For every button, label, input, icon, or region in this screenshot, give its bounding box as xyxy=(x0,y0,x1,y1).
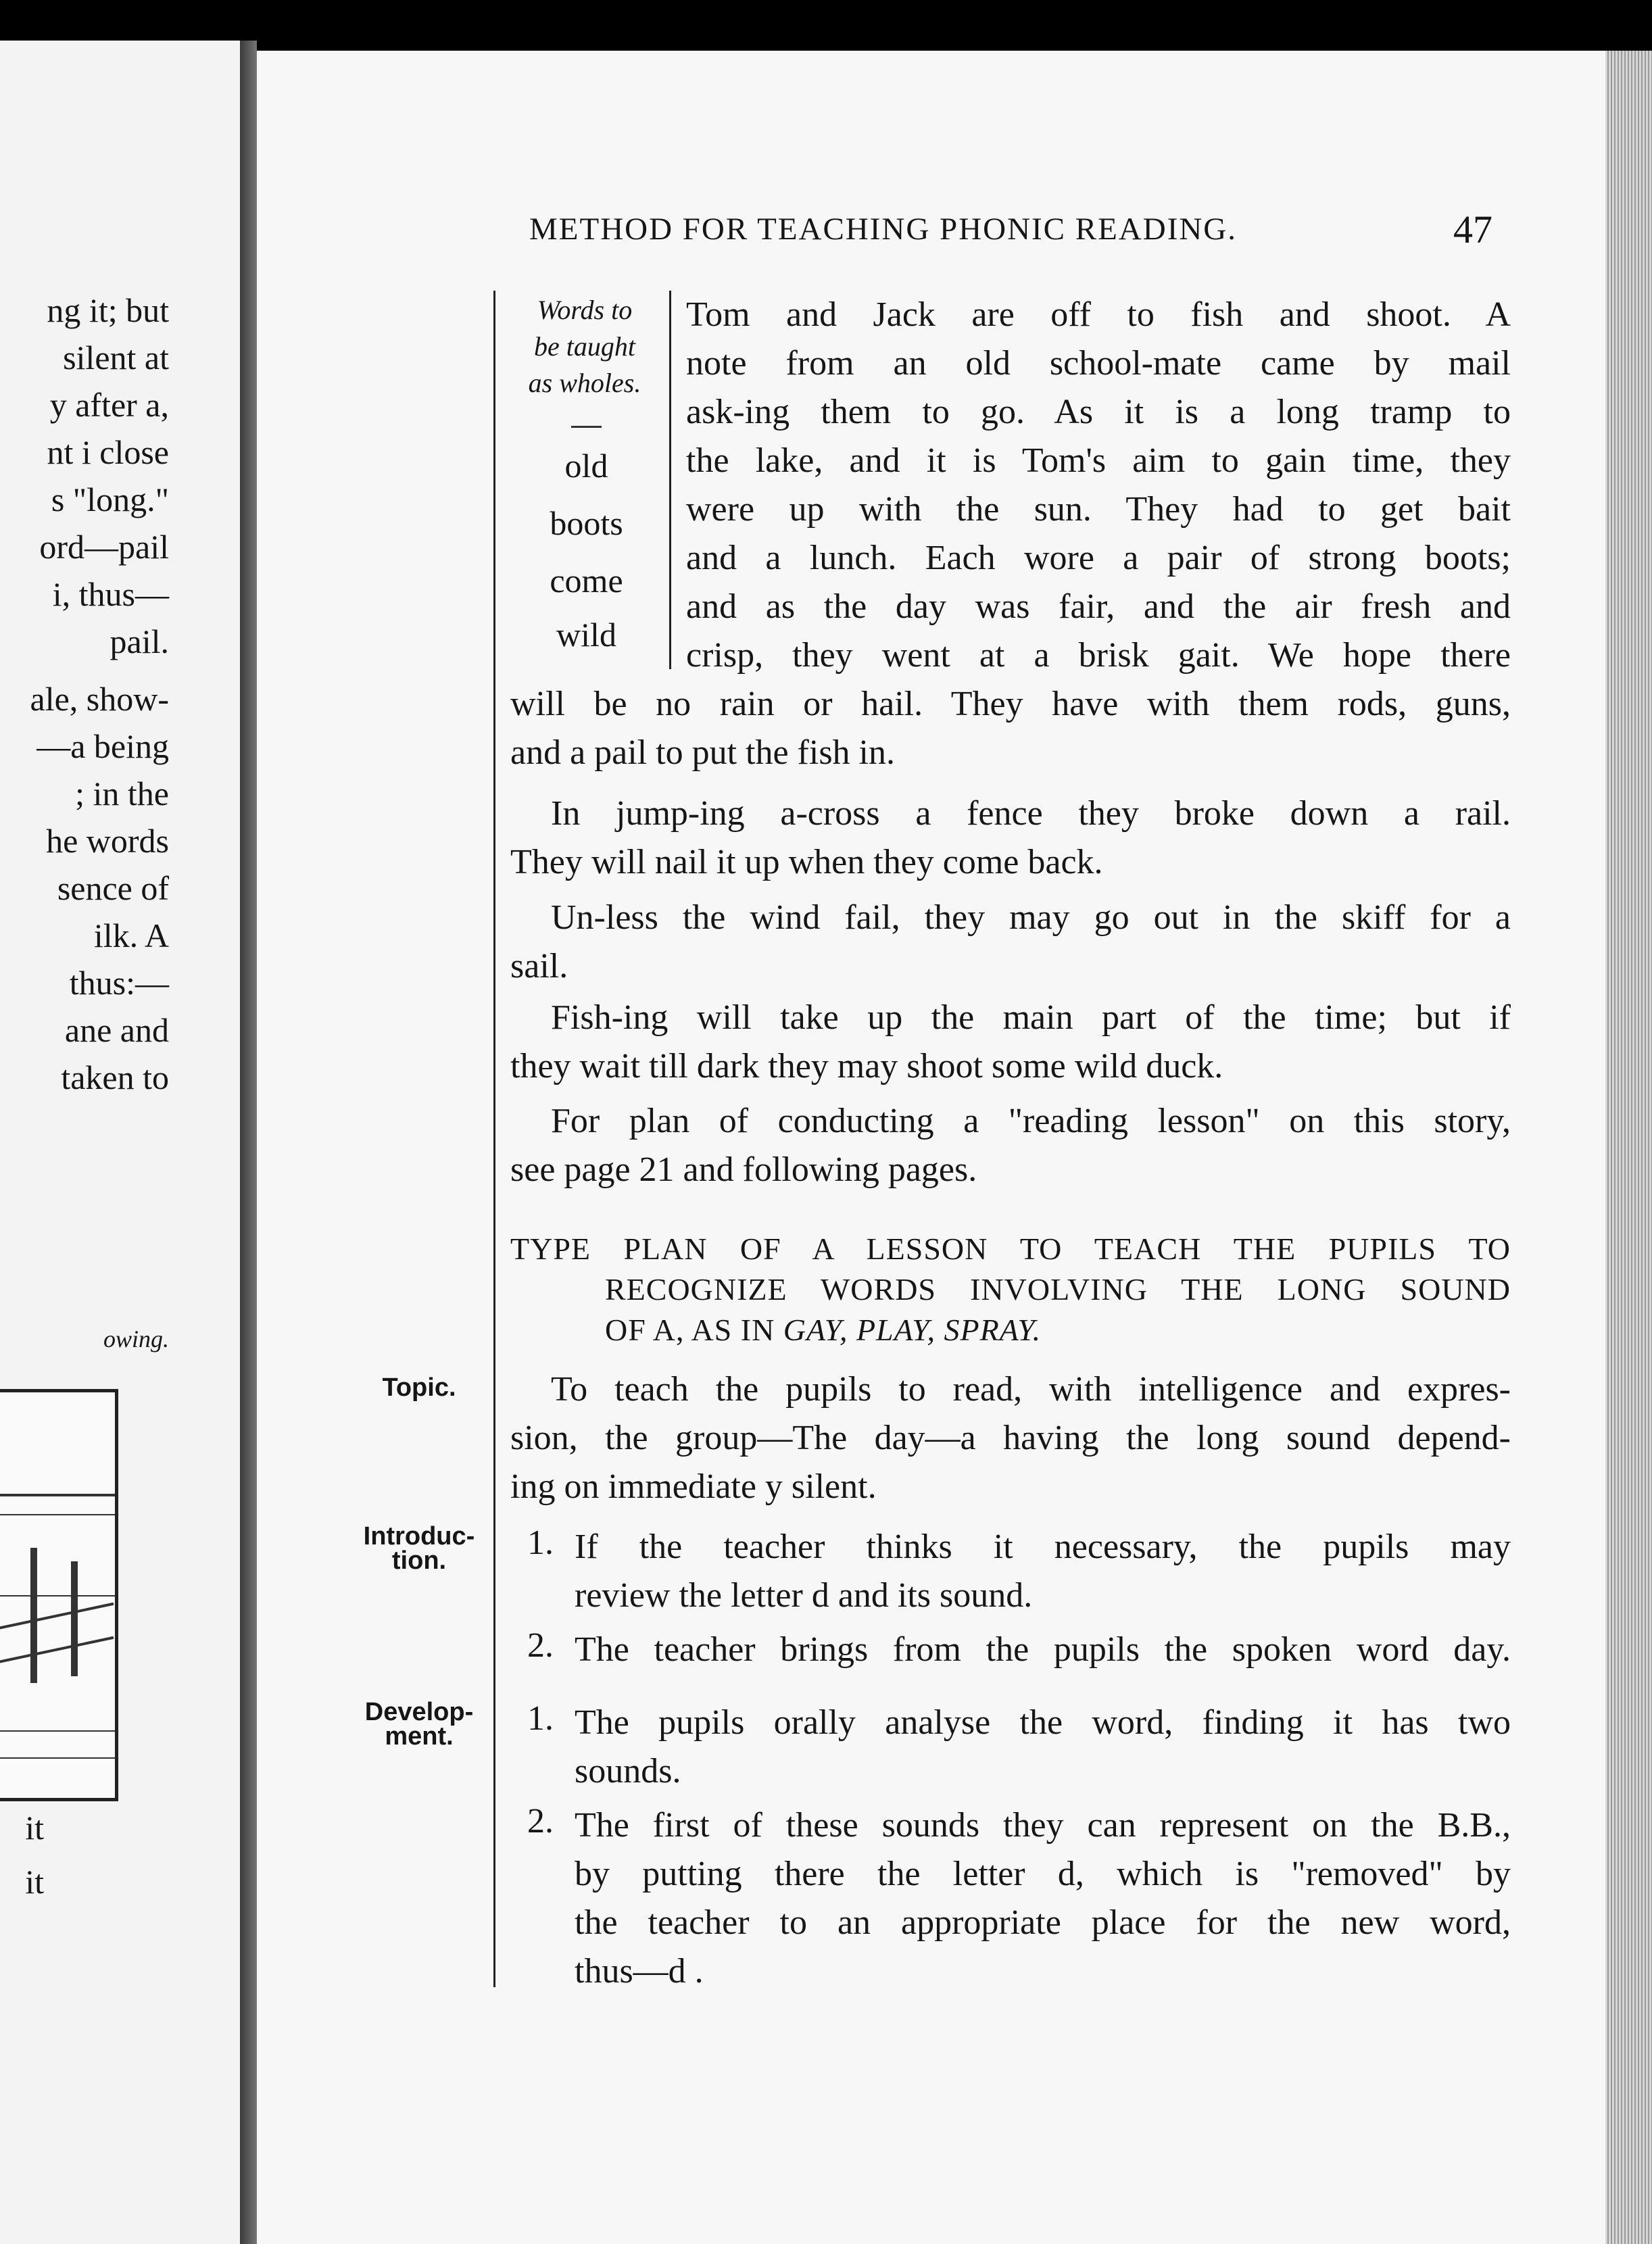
word-list-rule xyxy=(669,291,671,669)
text-line: They will nail it up when they come back. xyxy=(510,843,1103,881)
margin-note-divider xyxy=(571,426,602,428)
left-page-line: he words xyxy=(46,822,169,860)
list-number: 2. xyxy=(527,1626,554,1665)
heading-text: OF A, AS IN xyxy=(605,1313,775,1347)
text-line: by putting there the letter d, which is "removed" by xyxy=(575,1855,1511,1893)
margin-note-line: Words to xyxy=(537,295,633,325)
introduction-label xyxy=(341,1524,497,1573)
list-number: 1. xyxy=(527,1699,554,1738)
left-page-line: i, thus— xyxy=(52,575,169,613)
text-line: sounds. xyxy=(575,1752,681,1790)
list-item xyxy=(575,1523,1511,1620)
sight-word: come xyxy=(550,562,623,600)
book-spine xyxy=(240,41,257,2244)
text-line: ing on immediate y silent. xyxy=(510,1467,877,1506)
development-label xyxy=(341,1700,497,1749)
sight-word: boots xyxy=(550,504,623,542)
left-page-line: ord—pail xyxy=(39,528,169,566)
left-page-line: ilk. A xyxy=(93,917,169,954)
text-line: Tom and Jack are off to fish and shoot. A xyxy=(686,295,1511,334)
story-paragraph-2 xyxy=(510,789,1511,887)
left-page-line: ane and xyxy=(64,1011,169,1049)
list-item xyxy=(575,1801,1511,1996)
sight-word: old xyxy=(564,447,608,485)
text-line: the teacher to an appropriate place for the new word, xyxy=(575,1903,1511,1942)
label-line: Introduc- xyxy=(363,1522,475,1551)
heading-examples: GAY, PLAY, SPRAY. xyxy=(783,1313,1042,1347)
text-line: The pupils orally analyse the word, finding it has two xyxy=(575,1703,1511,1742)
text-line: will be no rain or hail. They have with them rods, guns, xyxy=(510,685,1511,723)
story-paragraph xyxy=(686,291,1511,680)
left-page-line: pail. xyxy=(110,623,169,660)
left-page-line: taken to xyxy=(61,1058,169,1096)
text-line: The first of these sounds they can represent on the B.B., xyxy=(575,1806,1511,1845)
left-page-line: —a being xyxy=(37,727,169,765)
list-number: 2. xyxy=(527,1802,554,1840)
sight-word: wild xyxy=(556,616,616,654)
page-edges xyxy=(1605,51,1652,2244)
left-page-line: s "long." xyxy=(51,481,169,518)
page-number: 47 xyxy=(1453,208,1492,251)
text-line: sion, the group—The day—a having the long sound depend- xyxy=(510,1419,1511,1457)
story-paragraph-continued xyxy=(510,680,1511,777)
heading-line xyxy=(510,1310,1511,1350)
heading-line: TYPE PLAN OF A LESSON TO TEACH THE PUPILS TO xyxy=(510,1231,1511,1266)
text-line: In jump-ing a-cross a fence they broke down a rail. xyxy=(551,794,1511,833)
left-page-line: it xyxy=(25,1863,44,1901)
text-line: thus—d . xyxy=(575,1952,704,1991)
story-paragraph-4 xyxy=(510,994,1511,1091)
list-number: 1. xyxy=(527,1523,554,1562)
text-line: and a pail to put the fish in. xyxy=(510,733,896,772)
margin-note-line: be taught xyxy=(534,331,635,362)
text-line: note from an old school-mate came by mail xyxy=(686,344,1511,383)
previous-page xyxy=(0,41,240,2244)
list-item xyxy=(575,1699,1511,1796)
running-head: METHOD FOR TEACHING PHONIC READING. xyxy=(529,212,1237,247)
text-line: Un-less the wind fail, they may go out in the skiff for a xyxy=(551,898,1511,937)
left-page-line: it xyxy=(25,1809,44,1847)
text-line: they wait till dark they may shoot some wild duck. xyxy=(510,1047,1223,1086)
topic-label: Topic. xyxy=(382,1373,456,1402)
text-line: crisp, they went at a brisk gait. We hope there xyxy=(686,636,1511,675)
text-line: see page 21 and following pages. xyxy=(510,1150,977,1189)
list-item xyxy=(575,1626,1511,1674)
label-line: Develop- xyxy=(364,1698,474,1726)
margin-note-heading xyxy=(507,292,662,401)
fence-illustration xyxy=(0,1389,118,1801)
story-paragraph-3 xyxy=(510,894,1511,991)
text-line: ask-ing them to go. As it is a long tramp to xyxy=(686,393,1511,431)
left-page-line: y after a, xyxy=(49,386,169,424)
text-line: were up with the sun. They had to get bait xyxy=(686,490,1511,529)
left-page-line: sence of xyxy=(57,869,169,907)
text-line: For plan of conducting a "reading lesson" on this story, xyxy=(551,1102,1511,1140)
text-line: the lake, and it is Tom's aim to gain time, they xyxy=(686,441,1511,480)
label-line: ment. xyxy=(385,1722,454,1751)
text-line: The teacher brings from the pupils the spoken word day. xyxy=(575,1630,1511,1669)
left-page-line: ; in the xyxy=(75,775,169,812)
text-line: sail. xyxy=(510,947,568,985)
lesson-heading xyxy=(510,1229,1511,1350)
text-line: and as the day was fair, and the air fresh and xyxy=(686,587,1511,626)
text-line: Fish-ing will take up the main part of the time; but if xyxy=(551,998,1511,1037)
text-line: If the teacher thinks it necessary, the pupils may xyxy=(575,1528,1511,1566)
left-page-line: ale, show- xyxy=(30,680,169,718)
heading-line: RECOGNIZE WORDS INVOLVING THE LONG SOUND xyxy=(605,1272,1511,1307)
left-page-line: ng it; but xyxy=(47,291,169,329)
topic-paragraph xyxy=(510,1365,1511,1511)
story-paragraph-5 xyxy=(510,1097,1511,1194)
margin-note-line: as wholes. xyxy=(528,368,641,398)
figure-caption: owing. xyxy=(103,1325,169,1352)
text-line: review the letter d and its sound. xyxy=(575,1576,1033,1615)
left-page-line: silent at xyxy=(63,339,169,376)
left-page-line: nt i close xyxy=(47,433,169,471)
left-page-line: thus:— xyxy=(69,964,169,1002)
label-line: tion. xyxy=(391,1546,447,1575)
text-line: To teach the pupils to read, with intelligence and expres- xyxy=(551,1370,1511,1409)
text-line: and a lunch. Each wore a pair of strong boots; xyxy=(686,539,1511,577)
